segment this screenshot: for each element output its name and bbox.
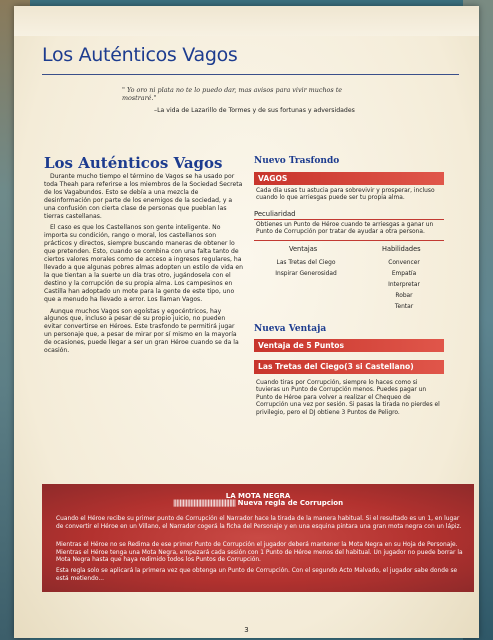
list-item: Interpretar	[388, 282, 420, 288]
list-item: Convencer	[388, 260, 420, 266]
list-item: Tentar	[394, 304, 414, 310]
mota-negra-box	[42, 484, 474, 592]
page-number: 3	[244, 626, 249, 634]
title-rule	[42, 74, 459, 75]
nuevo-trasfondo-heading: Nuevo Trasfondo	[254, 156, 340, 166]
paragraph: Durante mucho tiempo el término de Vagos se ha usado por toda Theah para referirse a los miembros de la Sociedad Secreta de los Vagabundos. Esto se debía a una mezcla de desinformación por parte de los enemigos de la sociedad, y a una confusión con cierta clase de personas que pueblan las tierras castellanas.	[44, 173, 243, 220]
page-title: Los Auténticos Vagos	[42, 44, 238, 66]
paragraph: El caso es que los Castellanos son gente inteligente. No importa su condición, rango o moral, los castellanos son prácticos y directos, siempre buscando maneras de obtener lo que pretenden. Esto, cuando se combina con una falta tanto de ciertos valores morales como de acceso a ingresos regulares, ha llevado a que algunas pobres almas adopten un estilo de vida en la que tientan a la suerte un día tras otro, jugándosela con el destino y la corrupción de su propia alma. Los campesinos en Castilla han adoptado un mote para la gente de este tipo, uno que a menudo ha llevado a error. Los llaman Vagos.	[44, 224, 244, 303]
epigraph-attribution: –La vida de Lazarillo de Tormes y de sus fortunas y adversidades	[154, 107, 355, 114]
decorative-bars: ||||||||||||||||||||||||||||||||||||||||	[172, 499, 236, 507]
epigraph-quote: " Yo oro ni plata no te lo puedo dar, mas avisos para vivir muchos te mostraré."	[122, 86, 343, 102]
nueva-ventaja-heading: Nueva Ventaja	[254, 324, 327, 334]
peculiaridad-heading: Peculiaridad	[254, 210, 444, 220]
ventaja-puntos-bar: Ventaja de 5 Puntos	[254, 339, 444, 352]
habilidades-heading: Habilidades	[382, 245, 421, 253]
tretas-description: Cuando tiras por Corrupción, siempre lo haces como si tuvieras un Punto de Corrupción menos. Puedes pagar un Punto de Héroe para volver a realizar el Chequeo de Corrupción una vez por sesión. Si pasas la tirada no pierdes el privilegio, pero el DJ obtiene 3 Puntos de Peligro.	[256, 380, 440, 416]
mota-subtitle-line	[42, 499, 474, 507]
page-sheet	[14, 6, 479, 638]
mota-paragraph: Mientras el Héroe no se Redima de ese primer Punto de Corrupción el jugador deberá mantener la Mota Negra en su Hoja de Personaje. Mientras el Héroe tenga una Mota Negra, empezará cada sesión con 1 Punto de Héroe menos del habitual. Un jugador no puede borrar la Mota Negra hasta que haya redimido todos los Puntos de Corrupción.	[56, 542, 463, 564]
paragraph: Aunque muchos Vagos son egoístas y egocéntricos, hay algunos que, incluso a pesar de su propio juicio, no pueden evitar convertirse en Héroes. Este trasfondo te permitirá jugar un personaje que, a pesar de mirar por sí mismo en la mayoría de ocasiones, puede llegar a ser un gran Héroe cuando se da la ocasión.	[44, 307, 239, 355]
mota-subtitle: Nueva regla de Corrupcion	[237, 499, 344, 507]
habilidades-list	[364, 258, 444, 313]
peculiaridad-description: Obtienes un Punto de Héroe cuando te arriesgas a ganar un Punto de Corrupción por tratar de ayudar a otra persona.	[256, 222, 434, 236]
list-item: Las Tretas del Ciego	[276, 260, 336, 266]
ventajas-list	[260, 258, 352, 280]
mota-paragraph: Esta regla solo se aplicará la primera vez que obtenga un Punto de Corrupción. Con el segundo Acto Malvado, el jugador sabe donde se está metiendo...	[56, 568, 458, 582]
mota-paragraph: Cuando el Héroe recibe su primer punto de Corrupción el Narrador hace la tirada de la manera habitual. Si el resultado es un 1, en lugar de convertir el Héroe en un Villano, el Narrador cogerá la ficha del Personaje y en una esquina pintara una gran mota negra con un lápiz.	[56, 516, 462, 530]
vagos-description: Cada día usas tu astucia para sobrevivir y prosperar, incluso cuando lo que arriesgas puede ser tu propia alma.	[256, 188, 435, 202]
mota-title: LA MOTA NEGRA	[225, 492, 291, 500]
tretas-title-bar: Las Tretas del Ciego(3 si Castellano)	[254, 360, 444, 374]
vagos-bar: VAGOS	[254, 172, 444, 185]
list-item: Robar	[395, 293, 413, 299]
list-item: Empatía	[391, 271, 417, 277]
section-title: Los Auténticos Vagos	[44, 154, 223, 172]
list-item: Inspirar Generosidad	[275, 271, 337, 277]
ventajas-heading: Ventajas	[289, 245, 318, 253]
table-rule	[254, 240, 444, 241]
top-band	[14, 6, 479, 36]
left-column	[44, 173, 244, 359]
